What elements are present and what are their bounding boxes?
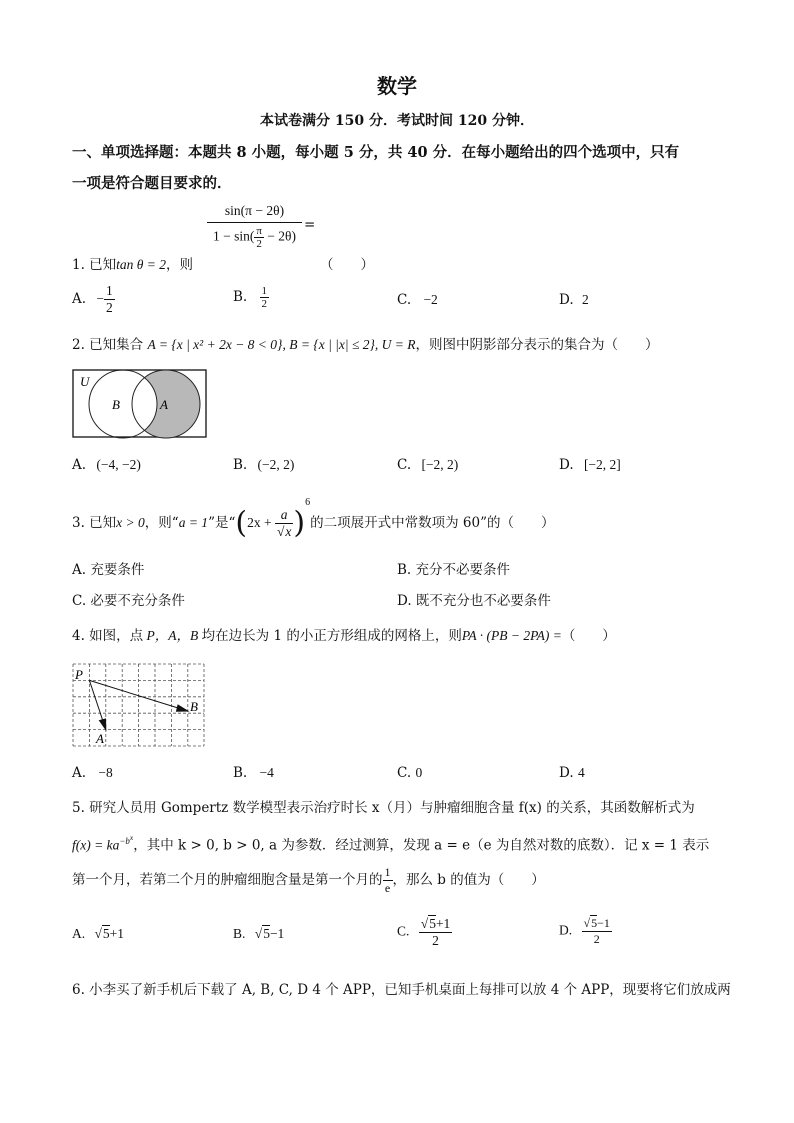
q1-option-a-den: 2 bbox=[105, 300, 113, 315]
q1-condition: tan θ = 2 bbox=[116, 257, 167, 272]
q5-option-c-label: C. bbox=[397, 923, 410, 939]
q5-option-b-sqrt: √5 bbox=[254, 926, 270, 941]
q1-equals: = bbox=[304, 217, 316, 233]
q1-number: 1. 已知 bbox=[72, 257, 117, 273]
q4-answer-paren: （ ） bbox=[561, 628, 616, 644]
q5-option-d-label: D. bbox=[559, 922, 573, 938]
q4-points: P，A，B bbox=[143, 628, 202, 643]
q5-exp-power: x bbox=[129, 833, 134, 842]
q3-expr-den-x: x bbox=[285, 524, 292, 539]
q3-option-d: D. 既不充分也不必要条件 bbox=[397, 593, 551, 609]
q4-option-d-label: D. bbox=[559, 765, 574, 781]
q1-option-d-value: 2 bbox=[581, 292, 589, 307]
q2-option-a bbox=[72, 457, 141, 473]
q5-option-b-label: B. bbox=[233, 926, 246, 941]
q5-option-c-den: 2 bbox=[432, 933, 439, 948]
venn-label-a: A bbox=[160, 397, 168, 412]
q3-text-b: ，则“ bbox=[144, 515, 179, 531]
q3-expr-den: √x bbox=[276, 524, 292, 539]
q4-text-a: 4. 如图，点 bbox=[72, 628, 144, 644]
q3-lparen: ( bbox=[235, 505, 248, 541]
q1-option-b-frac bbox=[260, 285, 270, 310]
q4-option-a bbox=[72, 765, 113, 781]
q1-den-left: 1 − sin( bbox=[212, 228, 255, 244]
q4-option-b-value: −4 bbox=[259, 765, 274, 780]
q1-fraction bbox=[207, 203, 302, 250]
q2-option-d-label: D. bbox=[559, 457, 574, 473]
q2-option-a-value: (−4, −2) bbox=[96, 457, 141, 472]
q1-den-right: − 2θ) bbox=[263, 228, 296, 244]
q3-cond: x > 0 bbox=[116, 515, 145, 530]
vector-grid-figure bbox=[72, 663, 206, 747]
q5-option-d-num: √5−1 bbox=[583, 916, 610, 930]
q1-den-pi-over-2 bbox=[254, 225, 264, 250]
q5-line-3-text-a: 第一个月，若第二个月的肿瘤细胞含量是第一个月的 bbox=[72, 872, 383, 888]
q5-option-c-num: √5+1 bbox=[420, 916, 451, 931]
q3-expr-a: 2x + bbox=[247, 515, 275, 530]
q2-option-b bbox=[233, 457, 294, 473]
grid-label-p: P bbox=[75, 667, 83, 682]
q4-vector-expression: PA · (PB − 2PA) = bbox=[461, 628, 562, 643]
q3-cond2: a = 1 bbox=[178, 515, 209, 530]
q5-option-b-tail: −1 bbox=[269, 926, 285, 941]
q1-fraction-numerator: sin(π − 2θ) bbox=[207, 203, 302, 223]
q1-option-d-label: D. bbox=[559, 292, 574, 308]
q5-exp-base: −b bbox=[119, 836, 130, 846]
q2-text-a: 2. 已知集合 bbox=[72, 337, 148, 353]
q3-expr-num: a bbox=[275, 507, 293, 524]
page-title: 数学 bbox=[377, 74, 417, 98]
q5-line-1: 5. 研究人员用 Gompertz 数学模型表示治疗时长 x（月）与肿瘤细胞含量 f(x) 的关系，其函数解析式为 bbox=[72, 800, 695, 816]
q2-text-b: ，则图中阴影部分表示的集合为（ ） bbox=[415, 337, 659, 353]
q2-option-c-value: [−2, 2) bbox=[421, 457, 459, 472]
q1-option-b-num: 1 bbox=[261, 285, 268, 297]
q5-line-3 bbox=[72, 865, 545, 896]
vector-pb-arrowhead bbox=[177, 705, 188, 711]
q1-sep: ，则 bbox=[166, 257, 194, 273]
q3-text-c: ”是“ bbox=[208, 515, 236, 531]
q3-rparen: ) bbox=[293, 505, 306, 541]
q5-option-d-radicand: 5 bbox=[591, 916, 598, 930]
q3-expr-frac bbox=[275, 507, 293, 540]
q3-option-c: C. 必要不充分条件 bbox=[72, 593, 185, 609]
q5-option-c bbox=[397, 916, 452, 949]
q3-text-d: 的二项展开式中常数项为 60”的（ ） bbox=[310, 515, 555, 531]
q5-option-d bbox=[559, 916, 612, 947]
venn-label-u: U bbox=[80, 374, 90, 389]
q3-option-a: A. 充要条件 bbox=[72, 562, 145, 578]
q2-option-c-label: C. bbox=[397, 457, 412, 473]
q1-option-a-label: A. bbox=[72, 291, 87, 307]
q2-option-b-value: (−2, 2) bbox=[257, 457, 295, 472]
q4-option-c-label: C. bbox=[397, 765, 412, 781]
grid-lines bbox=[73, 664, 204, 746]
q3-exponent: 6 bbox=[305, 497, 311, 508]
venn-label-b: B bbox=[112, 397, 120, 412]
q5-line-2 bbox=[72, 833, 709, 854]
q4-stem bbox=[72, 624, 616, 644]
q1-option-a bbox=[72, 283, 115, 316]
q5-option-c-tail: +1 bbox=[435, 916, 451, 931]
q4-option-b-label: B. bbox=[233, 765, 248, 781]
q4-option-a-value: −8 bbox=[98, 765, 113, 780]
q1-option-c-label: C. bbox=[397, 292, 412, 308]
q4-option-d bbox=[559, 765, 585, 781]
vector-pa-arrowhead bbox=[100, 719, 106, 730]
q5-option-a-tail: +1 bbox=[109, 926, 125, 941]
q5-option-a-label: A. bbox=[72, 926, 86, 941]
section-heading-line1: 一、单项选择题：本题共 8 小题，每小题 5 分，共 40 分．在每小题给出的四个选项中，只有 bbox=[72, 144, 680, 161]
q1-option-a-sign: − bbox=[96, 291, 104, 306]
q1-option-c-value: −2 bbox=[423, 292, 438, 307]
q5-option-b bbox=[233, 926, 284, 942]
q1-den-pi: π bbox=[256, 225, 262, 237]
exam-info: 本试卷满分 150 分．考试时间 120 分钟． bbox=[260, 113, 534, 129]
q3-option-b: B. 充分不必要条件 bbox=[397, 562, 511, 578]
q4-option-b bbox=[233, 765, 274, 781]
q1-answer-paren: （ ） bbox=[320, 257, 374, 273]
q5-option-c-radicand: 5 bbox=[429, 916, 436, 931]
grid-label-b: B bbox=[190, 699, 198, 714]
q5-option-d-tail: −1 bbox=[597, 916, 610, 930]
venn-diagram bbox=[72, 369, 208, 439]
q1-option-b-label: B. bbox=[233, 289, 248, 305]
q2-option-c bbox=[397, 457, 458, 473]
q1-option-c bbox=[397, 292, 438, 308]
q2-set-b: , B = {x | |x| ≤ 2}, U = R bbox=[282, 337, 416, 352]
q4-option-c-value: 0 bbox=[415, 765, 423, 780]
q2-option-a-label: A. bbox=[72, 457, 87, 473]
section-heading-line2: 一项是符合题目要求的． bbox=[72, 175, 232, 192]
q1-fraction-denominator bbox=[207, 223, 302, 250]
q5-option-d-den: 2 bbox=[593, 932, 600, 946]
q4-option-a-label: A. bbox=[72, 765, 87, 781]
q1-option-b bbox=[233, 285, 269, 310]
q2-option-b-label: B. bbox=[233, 457, 248, 473]
q5-option-a bbox=[72, 926, 124, 942]
q1-den-2: 2 bbox=[256, 238, 262, 250]
q4-text-b: 均在边长为 1 的小正方形组成的网格上，则 bbox=[201, 628, 462, 644]
q2-option-d bbox=[559, 457, 621, 473]
q1-option-a-frac bbox=[104, 283, 115, 316]
question-6-line-1: 6. 小李买了新手机后下载了 A, B, C, D 4 个 APP，已知手机桌面上每排可以放 4 个 APP，现要将它们放成两 bbox=[72, 982, 731, 998]
q3-text-a: 3. 已知 bbox=[72, 515, 117, 531]
q2-set-a: A = {x | x² + 2x − 8 < 0} bbox=[147, 337, 283, 352]
q2-option-d-value: [−2, 2] bbox=[583, 457, 621, 472]
q5-one-over-e bbox=[383, 865, 393, 896]
q1-option-d bbox=[559, 292, 589, 308]
grid-label-a: A bbox=[96, 731, 104, 746]
q4-option-c bbox=[397, 765, 422, 781]
q5-option-b-radicand: 5 bbox=[263, 926, 270, 941]
q3-stem bbox=[72, 497, 554, 540]
q5-frac-num: 1 bbox=[384, 865, 391, 879]
q1-option-b-den: 2 bbox=[261, 298, 268, 310]
q5-formula: f(x) = ka bbox=[72, 837, 120, 853]
q5-frac-den: e bbox=[384, 881, 391, 895]
q5-formula-exponent bbox=[119, 833, 134, 846]
q5-option-a-radicand: 5 bbox=[102, 926, 110, 941]
q1-stem bbox=[72, 253, 193, 273]
q4-option-d-value: 4 bbox=[577, 765, 585, 780]
q1-option-a-num: 1 bbox=[105, 283, 113, 298]
q5-line-2-text: ，其中 k > 0, b > 0, a 为参数．经过测算，发现 a = e（e 为自然对数的底数）．记 x = 1 表示 bbox=[133, 837, 710, 854]
q5-line-3-text-b: ，那么 b 的值为（ ） bbox=[392, 872, 545, 888]
q5-option-c-frac bbox=[419, 916, 453, 949]
q5-option-a-sqrt: √5 bbox=[94, 926, 110, 941]
q5-option-d-frac bbox=[582, 916, 612, 947]
q2-stem bbox=[72, 333, 659, 353]
